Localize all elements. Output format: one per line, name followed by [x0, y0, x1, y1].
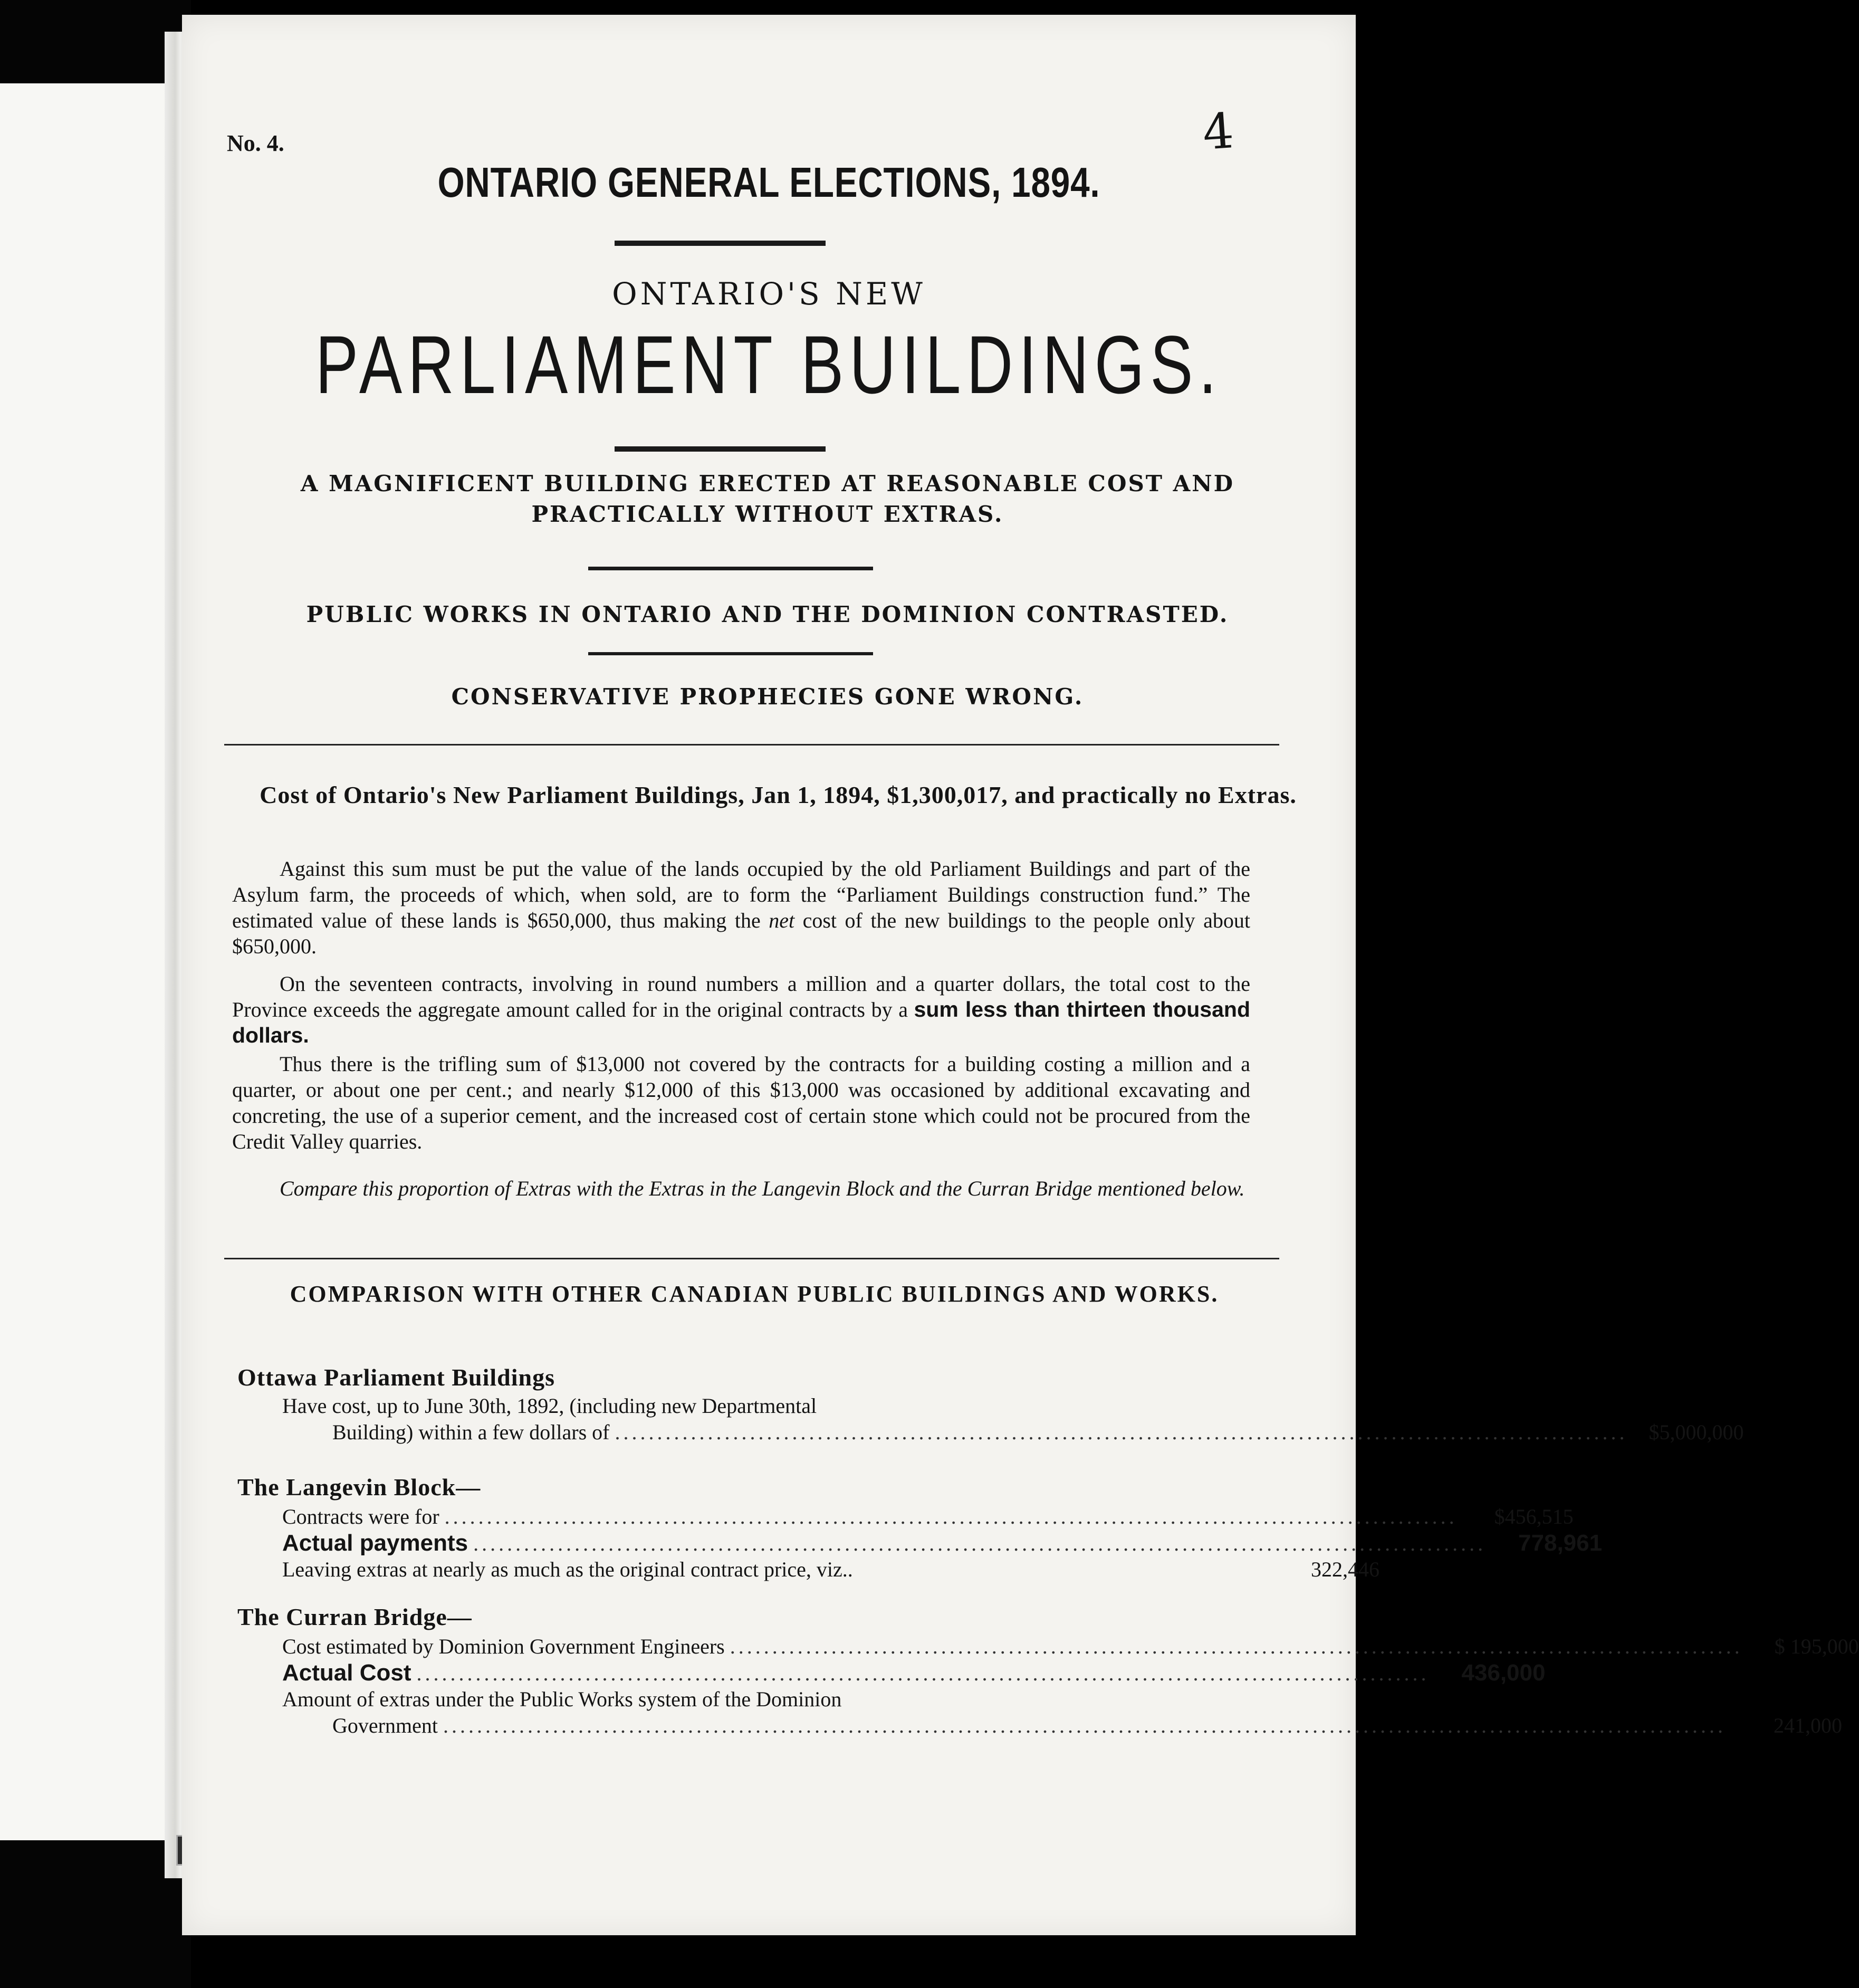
leader-dots: ........................................................................................................................: [473, 1532, 1487, 1555]
subtitle: ONTARIO'S NEW: [612, 276, 926, 312]
cover-board: [0, 0, 191, 1988]
section-rule: [224, 744, 1279, 746]
curran-row-actual: Actual Cost ........................................................................................................................ 436,000: [282, 1660, 1546, 1686]
ottawa-line-2: Building) within a few dollars of: [332, 1420, 610, 1444]
paragraph-trifling-sum: Thus there is the trifling sum of $13,000 not covered by the contracts for a building costing a million and a quarter, or about one per cent.; and nearly $12,000 of this $13,000 was occasioned by additional excavating and concreting, the use of a superior cement, and the increased cost of certain stone which could not be procured from the Credit Valley quarries.: [232, 1052, 1250, 1153]
headline-magnificent-building: A MAGNIFICENT BUILDING ERECTED AT REASONABLE COST AND PRACTICALLY WITHOUT EXTRAS.: [300, 471, 1235, 527]
divider-rule: [615, 241, 826, 246]
curran-extras-line-1: Amount of extras under the Public Works system of the Dominion: [282, 1687, 842, 1711]
divider-rule: [588, 652, 873, 655]
comparison-heading: COMPARISON WITH OTHER CANADIAN PUBLIC BUILDINGS AND WORKS.: [290, 1281, 1219, 1307]
curran-extras-value: 241,000: [1773, 1714, 1842, 1737]
curran-row-extras: [332, 1713, 1842, 1739]
paragraph-compare-extras: Compare this proportion of Extras with the Extras in the Langevin Block and the Curran Bridge mentioned below.: [280, 1177, 1245, 1200]
leader-dots: ........................................................................................................................: [444, 1505, 1458, 1528]
langevin-title: The Langevin Block—: [237, 1474, 481, 1500]
paragraph-contracts: On the seventeen contracts, involving in round numbers a million and a quarter dollars, the total cost to the Province exceeds the aggregate amount called for in the original contracts by a sum less than thirteen thousand dollars.: [232, 972, 1250, 1047]
curran-row-estimate: Cost estimated by Dominion Government Engineers ........................................................................................................................ $ 195,000: [282, 1633, 1379, 1660]
main-title: PARLIAMENT BUILDINGS.: [315, 319, 1223, 411]
langevin-row-payments: Actual payments ........................................................................................................................ 778,961: [282, 1530, 1603, 1556]
document-number: No. 4.: [227, 130, 284, 156]
headline-prophecies: CONSERVATIVE PROPHECIES GONE WRONG.: [451, 684, 1084, 710]
divider-rule: [588, 567, 873, 570]
langevin-row-contracts: Contracts were for ........................................................................................................................ $456,515: [282, 1504, 1379, 1530]
paragraph-lands-value: Against this sum must be put the value of the lands occupied by the old Parliament Buildings and part of the Asylum farm, the proceeds of which, when sold, are to form the “Parliament Buildings construction fund.” The estimated value of these lands is $650,000, thus making the net cost of the new buildings to the people only about $650,000.: [232, 857, 1250, 958]
section-rule: [224, 1258, 1279, 1259]
ottawa-value: $5,000,000: [1649, 1420, 1744, 1444]
divider-rule: [615, 446, 826, 452]
curran-title: The Curran Bridge—: [237, 1603, 472, 1630]
handwritten-mark: 4: [1201, 102, 1236, 161]
leader-dots: ........................................................................................................................................................: [443, 1714, 1726, 1737]
blank-endpaper: [0, 83, 172, 1840]
election-title: ONTARIO GENERAL ELECTIONS, 1894.: [437, 159, 1100, 206]
headline-public-works: PUBLIC WORKS IN ONTARIO AND THE DOMINION CONTRASTED.: [306, 601, 1229, 627]
leader-dots: ........................................................................................................................: [615, 1420, 1628, 1444]
leader-dots: ........................................................................................................................: [730, 1635, 1743, 1658]
ottawa-line-1: Have cost, up to June 30th, 1892, (including new Departmental: [282, 1394, 817, 1418]
document-page: [182, 15, 1859, 1935]
leader-dots: ........................................................................................................................: [416, 1661, 1430, 1685]
ottawa-row: [332, 1419, 1744, 1446]
ottawa-title: Ottawa Parliament Buildings: [237, 1364, 555, 1391]
curran-extras-line-2: Government: [332, 1714, 438, 1737]
langevin-row-extras: Leaving extras at nearly as much as the original contract price, viz.. 322,446: [282, 1557, 1379, 1581]
cost-heading: Cost of Ontario's New Parliament Buildings, Jan 1, 1894, $1,300,017, and practically no Extras.: [260, 781, 1297, 808]
